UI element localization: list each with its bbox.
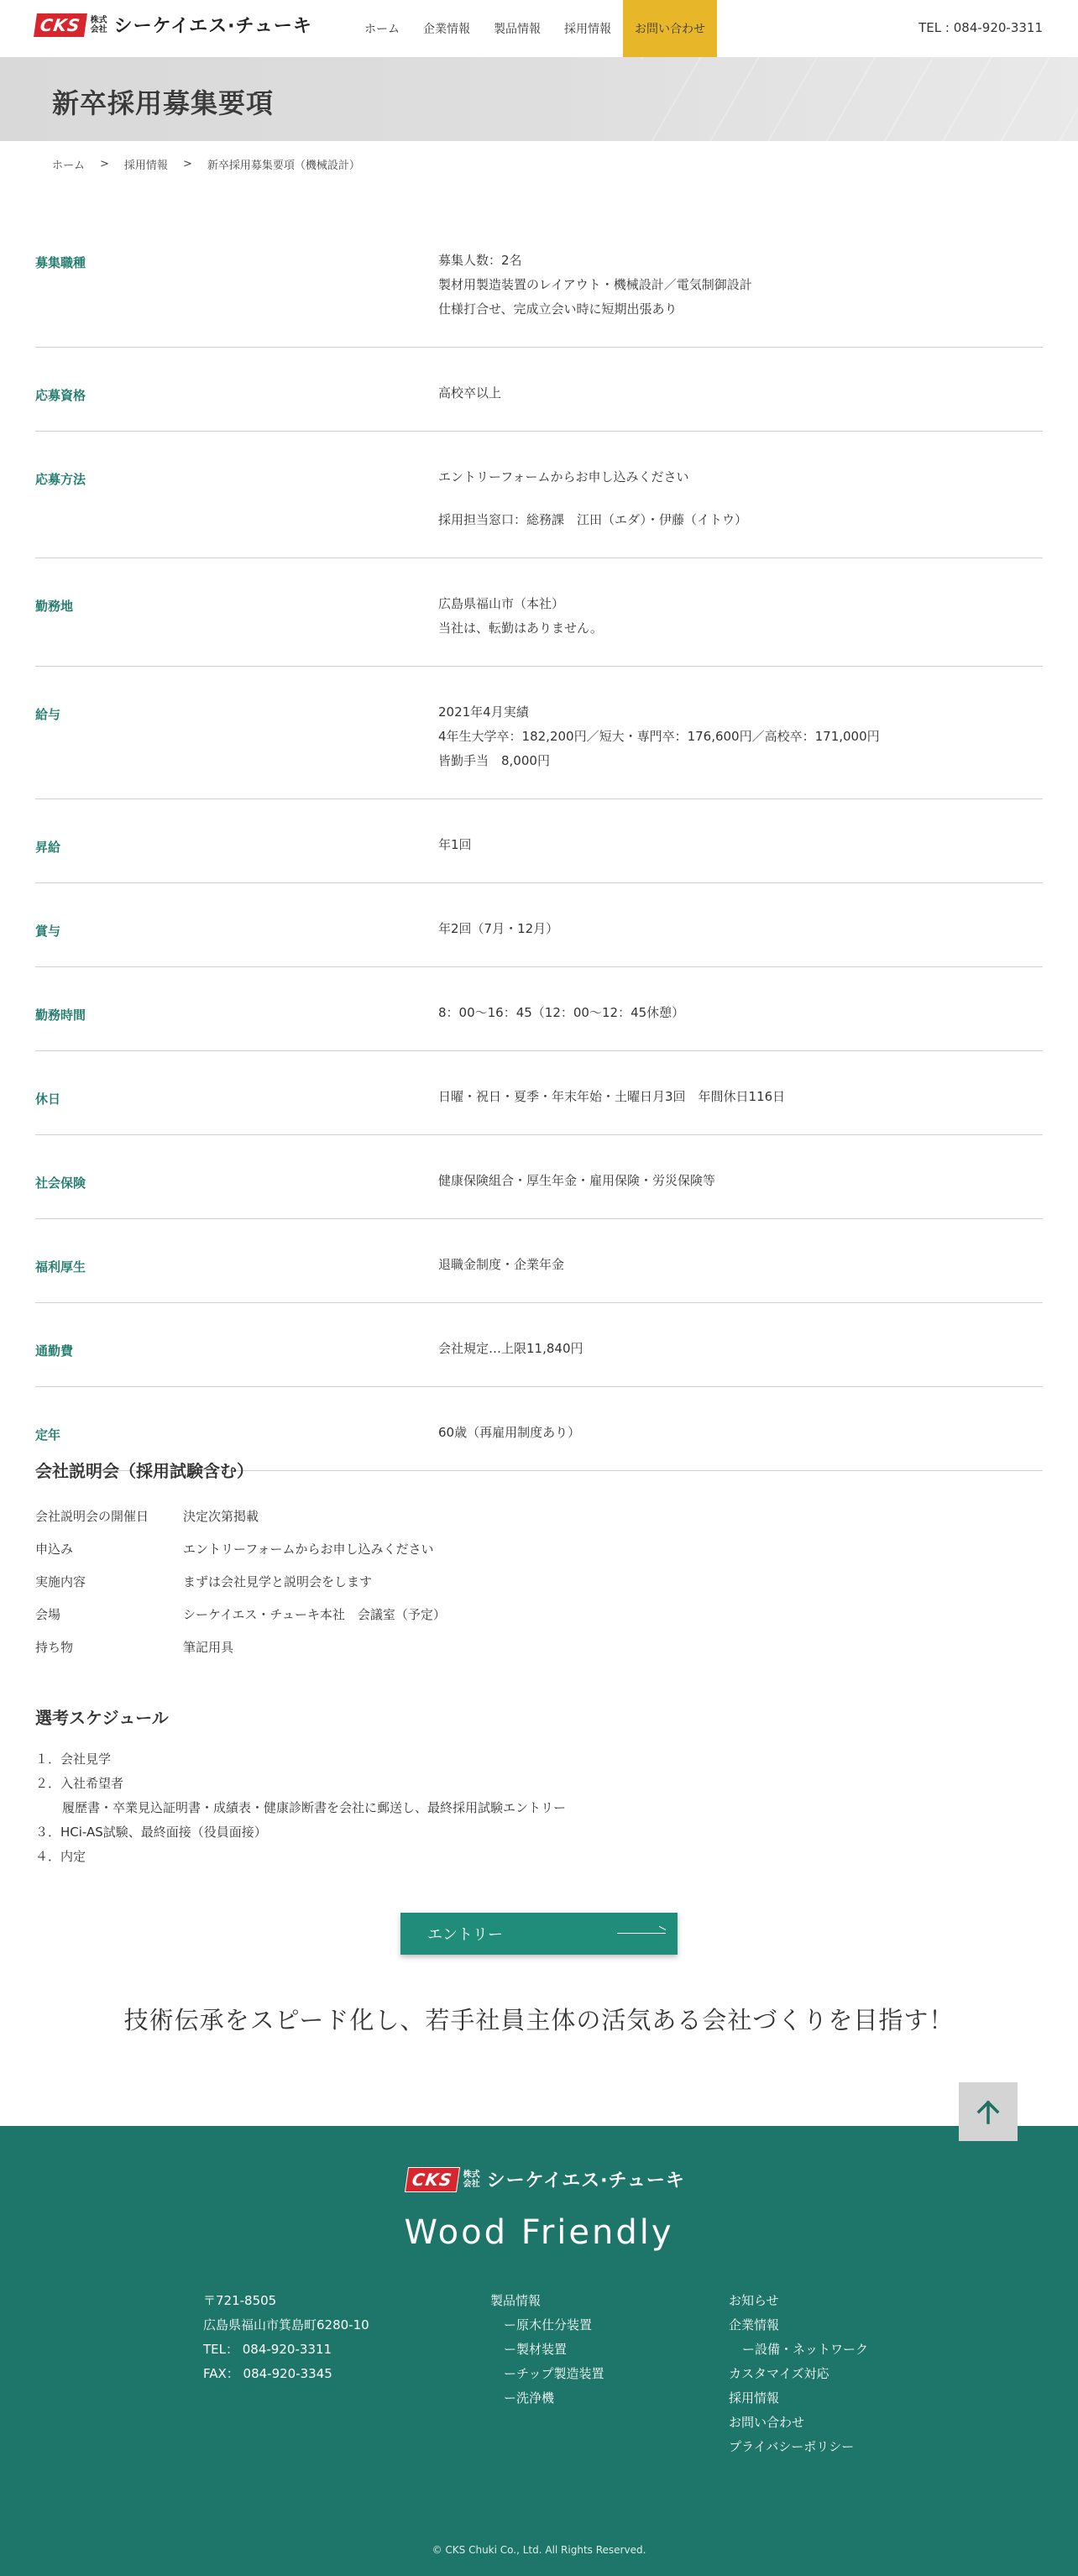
footer-links-nav (729, 2289, 868, 2459)
requirement-line: 日曜・祝日・夏季・年末年始・土曜日月3回 年間休日116日 (438, 1089, 786, 1104)
requirement-line: 2021年4月実績 (438, 704, 529, 720)
requirement-line: 会社規定…上限11,840円 (438, 1341, 583, 1356)
footer-logo[interactable] (406, 2166, 685, 2192)
page-title: 新卒採用募集要項 (52, 87, 275, 119)
requirement-line: 退職金制度・企業年金 (438, 1257, 565, 1272)
requirement-line: 健康保険組合・厚生年金・雇用保険・労災保険等 (438, 1173, 716, 1188)
requirement-line: 4年生大学卒：182,200円／短大・専門卒：176,600円／高校卒：171,000円 (438, 729, 880, 744)
footer-nav-link[interactable]: 企業情報 (729, 2317, 780, 2333)
seminar-info-row (35, 1631, 1043, 1664)
footer-address (203, 2289, 369, 2386)
footer-address-line: 広島県福山市箕島町6280-10 (203, 2317, 369, 2333)
breadcrumb (52, 156, 360, 172)
seminar-info-row (35, 1533, 1043, 1566)
requirement-line: 年1回 (438, 837, 472, 852)
requirement-row (35, 558, 1043, 667)
page-hero (0, 57, 1078, 141)
requirement-label: 応募資格 (35, 388, 86, 403)
requirement-value (438, 1421, 580, 1445)
site-logo[interactable] (35, 12, 312, 38)
seminar-info-key: 申込み (35, 1542, 74, 1557)
requirement-line: 8：00〜16：45（12：00〜12：45休憩） (438, 1005, 685, 1020)
entry-button-label: エントリー (427, 1926, 503, 1944)
requirement-row (35, 799, 1043, 883)
requirement-line: 採用担当窓口：総務課 江田（エダ）・伊藤（イトウ） (438, 512, 747, 527)
logo-badge: CKS (405, 2167, 460, 2192)
footer-products-nav (490, 2289, 604, 2411)
requirement-label: 募集職種 (35, 255, 86, 270)
requirement-line: 製材用製造装置のレイアウト・機械設計／電気制御設計 (438, 277, 752, 292)
requirement-row (35, 1135, 1043, 1219)
footer-product-link[interactable]: 製品情報 (490, 2293, 542, 2308)
nav-company[interactable]: 企業情報 (423, 23, 470, 36)
requirement-row (35, 1051, 1043, 1135)
schedule-item: ３．HCi-AS試験、最終面接（役員面接） (35, 1825, 267, 1840)
requirement-label: 勤務地 (35, 599, 74, 614)
footer-nav-link[interactable]: お問い合わせ (729, 2415, 805, 2430)
footer-nav-link[interactable]: 採用情報 (729, 2390, 780, 2406)
requirement-label: 通勤費 (35, 1343, 74, 1359)
arrow-right-icon (617, 1933, 666, 1934)
nav-products[interactable]: 製品情報 (494, 23, 541, 36)
schedule-item: ２．入社希望者 (35, 1776, 124, 1791)
requirement-value (438, 1085, 785, 1109)
footer-address-line: TEL： 084-920-3311 (203, 2342, 332, 2357)
requirement-value (438, 465, 747, 532)
seminar-info-value: エントリーフォームからお申し込みください (183, 1542, 434, 1557)
footer-product-link[interactable]: ーチップ製造装置 (504, 2366, 604, 2381)
requirement-line: 皆勤手当 8,000円 (438, 753, 550, 768)
footer-nav-link[interactable]: プライバシーポリシー (729, 2439, 855, 2454)
requirement-label: 勤務時間 (35, 1008, 86, 1023)
seminar-info-value: 筆記用具 (183, 1640, 234, 1655)
footer-product-link[interactable]: ー洗浄機 (504, 2390, 555, 2406)
schedule-section (35, 1704, 1043, 1869)
requirement-row (35, 348, 1043, 432)
requirement-line: 高校卒以上 (438, 385, 502, 401)
breadcrumb-recruit[interactable]: 採用情報 (123, 160, 168, 172)
breadcrumb-separator: > (182, 158, 192, 170)
breadcrumb-home[interactable]: ホーム (52, 160, 86, 172)
requirement-value (438, 917, 558, 941)
requirement-line: 仕様打合せ、完成立会い時に短期出張あり (438, 301, 678, 317)
requirement-label: 賞与 (35, 924, 61, 939)
requirement-line: 広島県福山市（本社） (438, 596, 565, 611)
requirement-row (35, 1303, 1043, 1387)
requirement-label: 給与 (35, 707, 61, 722)
seminar-info-row (35, 1599, 1043, 1631)
requirement-line: 年2回（7月・12月） (438, 921, 559, 936)
requirement-value (438, 700, 880, 773)
footer-address-line: 〒721-8505 (203, 2293, 277, 2308)
requirement-value (438, 381, 501, 406)
requirement-line (438, 490, 747, 508)
arrow-up-icon (974, 2097, 1002, 2126)
schedule-item: １．会社見学 (35, 1751, 112, 1767)
logo-company-name: シーケイエス·チューキ (113, 16, 312, 37)
page-top-button[interactable] (959, 2082, 1018, 2141)
requirement-line: 募集人数：2名 (438, 253, 522, 268)
seminar-info-value: シーケイエス・チューキ本社 会議室（予定） (183, 1607, 446, 1622)
footer-product-link[interactable]: ー製材装置 (504, 2342, 568, 2357)
footer-nav-link[interactable]: カスタマイズ対応 (729, 2366, 829, 2381)
requirement-row (35, 883, 1043, 967)
site-footer (0, 2126, 1078, 2576)
logo-kabushikigaisha: 株式会社 (463, 2170, 480, 2189)
seminar-info-row (35, 1566, 1043, 1599)
requirement-label: 休日 (35, 1092, 61, 1107)
seminar-info-list (35, 1500, 1043, 1664)
seminar-info-value: まずは会社見学と説明会をします (183, 1574, 373, 1589)
requirement-label: 昇給 (35, 840, 61, 855)
entry-button[interactable] (400, 1913, 678, 1955)
requirement-row (35, 1219, 1043, 1303)
footer-nav-link[interactable]: ー設備・ネットワーク (742, 2342, 869, 2357)
requirement-value (438, 833, 472, 857)
seminar-info-value: 決定次第掲載 (183, 1509, 259, 1524)
requirement-row (35, 667, 1043, 799)
slogan: 技術伝承をスピード化し、若手社員主体の活気ある会社づくりを目指す！ (123, 2006, 955, 2034)
global-nav (353, 0, 717, 57)
requirement-value (438, 1337, 583, 1361)
footer-address-line: FAX： 084-920-3345 (203, 2366, 332, 2381)
seminar-info-key: 実施内容 (35, 1574, 86, 1589)
breadcrumb-separator: > (100, 158, 109, 170)
footer-tagline: Wood Friendly (404, 2213, 674, 2252)
seminar-title: 会社説明会（採用試験含む） (35, 1461, 254, 1481)
requirement-label: 福利厚生 (35, 1259, 86, 1275)
requirement-line: 当社は、転勤はありません。 (438, 620, 603, 636)
schedule-item: 履歴書・卒業見込証明書・成績表・健康診断書を会社に郵送し、最終採用試験エントリー (62, 1800, 567, 1815)
requirement-row (35, 242, 1043, 348)
requirement-value (438, 592, 603, 641)
requirement-label: 応募方法 (35, 472, 86, 487)
requirement-label: 定年 (35, 1427, 61, 1442)
header-tel: TEL : 084-920-3311 (918, 20, 1043, 35)
seminar-info-key: 会場 (35, 1607, 61, 1622)
nav-recruit[interactable]: 採用情報 (564, 23, 611, 36)
requirement-row (35, 967, 1043, 1051)
nav-home[interactable]: ホーム (364, 23, 400, 36)
site-header (0, 0, 1078, 57)
logo-badge: CKS (34, 13, 87, 37)
schedule-title: 選考スケジュール (35, 1708, 169, 1728)
requirement-value (438, 1169, 715, 1193)
footer-nav-link[interactable]: お知らせ (729, 2293, 779, 2308)
logo-kabushikigaisha: 株式会社 (90, 15, 107, 34)
requirement-line: エントリーフォームからお申し込みください (438, 469, 689, 484)
seminar-info-key: 持ち物 (35, 1640, 74, 1655)
requirements-table (35, 242, 1043, 1471)
footer-product-link[interactable]: ー原木仕分装置 (504, 2317, 593, 2333)
requirement-line: 60歳（再雇用制度あり） (438, 1425, 581, 1440)
requirement-value (438, 1001, 684, 1025)
requirement-value (438, 1253, 564, 1277)
requirement-label: 社会保険 (35, 1175, 86, 1191)
nav-contact-button[interactable]: お問い合わせ (623, 0, 717, 57)
requirement-row (35, 432, 1043, 558)
schedule-item: ４．内定 (35, 1849, 86, 1864)
logo-company-name: シーケイエス·チューキ (486, 2170, 685, 2191)
breadcrumb-current: 新卒採用募集要項（機械設計） (207, 160, 360, 172)
seminar-section (35, 1458, 1043, 1664)
schedule-list (35, 1747, 1043, 1869)
seminar-info-key: 会社説明会の開催日 (35, 1509, 149, 1524)
seminar-info-row (35, 1500, 1043, 1533)
copyright: © CKS Chuki Co., Ltd. All Rights Reserved. (432, 2544, 646, 2556)
requirement-value (438, 249, 752, 322)
